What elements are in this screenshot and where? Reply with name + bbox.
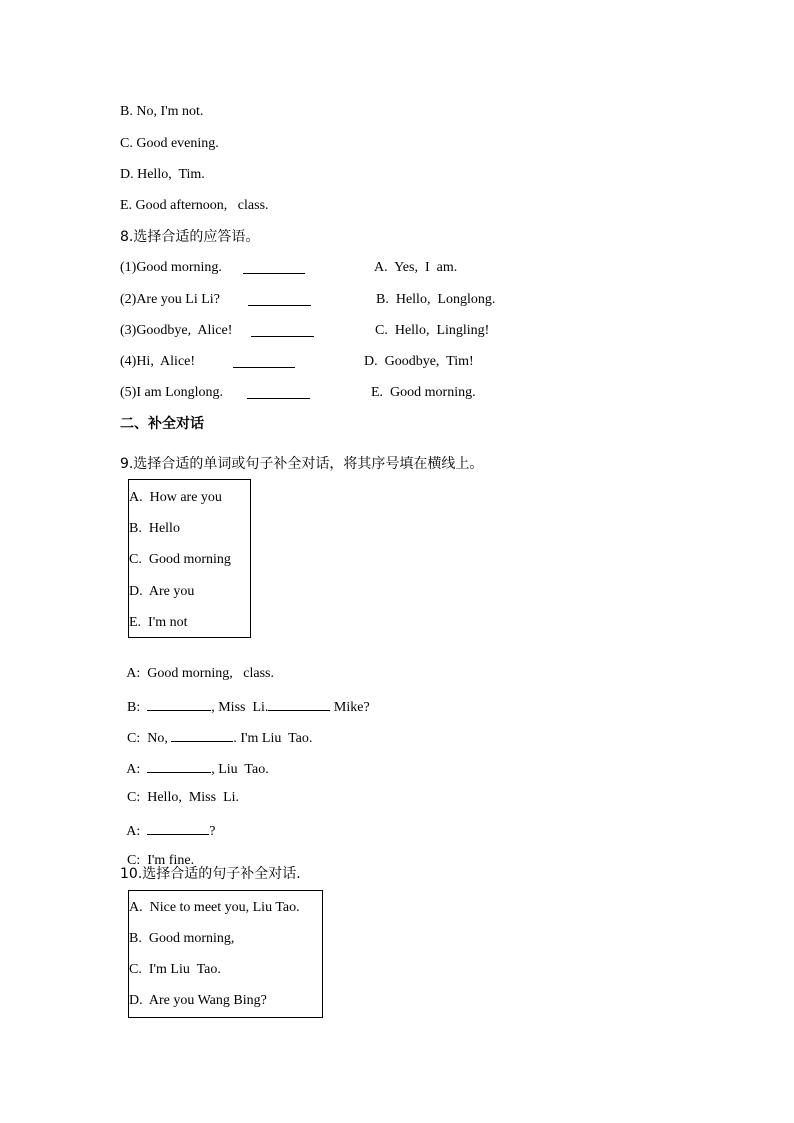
q9-title: 9.选择合适的单词或句子补全对话，将其序号填在横线上。 [120,456,484,472]
q10-option-c: C. I'm Liu Tao. [129,962,221,977]
q8-right-d: D. Goodbye, Tim! [364,354,474,369]
speaker-label: A: [126,762,148,777]
dialogue-text: ? [209,824,216,839]
q8-title: 8.选择合适的应答语。 [120,229,260,245]
q10-option-b: B. Good morning, [129,931,235,946]
q8-blank-5[interactable] [247,384,310,399]
section2-title: 二、补全对话 [120,416,204,432]
q9-blank-5[interactable] [147,820,209,835]
q7-option-d: D. Hello, Tim. [120,167,205,182]
q10-option-a: A. Nice to meet you, Liu Tao. [129,900,300,915]
q10-option-d: D. Are you Wang Bing? [129,993,267,1008]
q7-option-b: B. No, I'm not. [120,104,204,119]
q8-right-b: B. Hello, Longlong. [376,292,496,307]
q9-option-e: E. I'm not [129,615,188,630]
speaker-label: A: [126,824,148,839]
q8-blank-1[interactable] [243,259,305,274]
q9-options-box [128,479,251,638]
speaker-label: B: [127,700,148,715]
q9-option-c: C. Good morning [129,552,231,567]
q8-blank-3[interactable] [251,322,314,337]
q7-option-c: C. Good evening. [120,136,219,151]
dialogue-text: A: Good morning, class. [126,666,274,681]
dialogue-text: Mike? [330,700,370,715]
q10-options-box [128,890,323,1018]
q8-left-3: (3)Goodbye, Alice! [120,323,233,338]
q8-blank-2[interactable] [248,291,311,306]
q8-right-c: C. Hello, Lingling! [375,323,490,338]
q10-title: 10.选择合适的句子补全对话. [120,866,301,882]
dialogue-text: , Miss Li. [211,700,269,715]
dialogue-text: C: I'm fine. [127,853,195,868]
q8-left-5: (5)I am Longlong. [120,385,224,400]
q9-option-a: A. How are you [129,490,222,505]
dialogue-text: , Liu Tao. [211,762,269,777]
q7-option-e: E. Good afternoon, class. [120,198,269,213]
q9-option-d: D. Are you [129,584,195,599]
q8-left-4: (4)Hi, Alice! [120,354,196,369]
q9-option-b: B. Hello [129,521,180,536]
q8-left-2: (2)Are you Li Li? [120,292,220,307]
q8-right-a: A. Yes, I am. [374,260,458,275]
dialogue-text: . I'm Liu Tao. [233,731,313,746]
dialogue-text: C: No, [127,731,172,746]
dialogue-text: C: Hello, Miss Li. [127,790,240,805]
q8-left-1: (1)Good morning. [120,260,222,275]
q8-right-e: E. Good morning. [371,385,476,400]
q8-blank-4[interactable] [233,353,295,368]
